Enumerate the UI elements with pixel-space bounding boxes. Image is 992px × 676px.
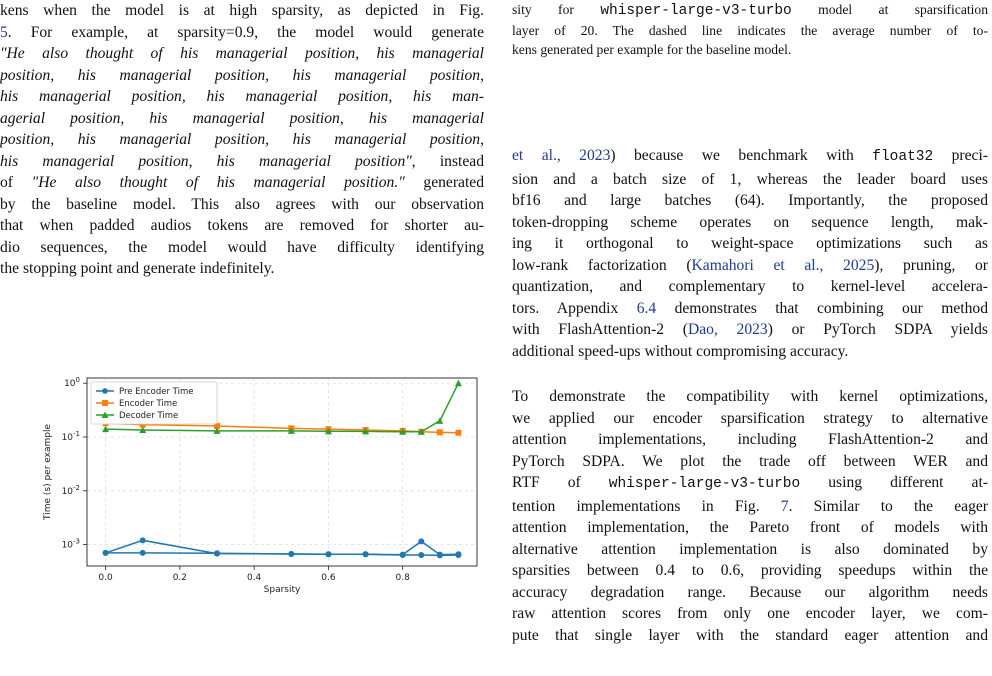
caption-line: sity for whisper-large-v3-turbo model at sparsification (512, 2, 988, 19)
data-point (455, 430, 461, 436)
legend-label: Pre Encoder Time (119, 387, 194, 397)
legend-label: Encoder Time (119, 399, 178, 409)
legend-marker (102, 400, 108, 406)
body-line: his managerial position, his managerial position", instead (0, 152, 484, 170)
y-tick-label: $10^{-3}$ (61, 537, 80, 551)
x-tick-label: 0.0 (98, 573, 113, 583)
data-point (455, 551, 461, 557)
data-point (437, 552, 443, 558)
body-line: 5. For example, at sparsity=0.9, the model would generate (0, 23, 484, 41)
right-paragraph-1 (512, 145, 988, 362)
body-line: of "He also thought of his managerial position." generated (0, 174, 484, 191)
data-point (214, 550, 220, 556)
y-tick-label: $10^{-2}$ (61, 483, 80, 497)
body-line: dio sequences, the model would have difficulty identifying (0, 238, 484, 256)
timing-figure (30, 368, 488, 598)
body-line: quantization, and complementary to kernel-level accelera- (512, 278, 988, 295)
body-line: pute that single layer with the standard eager attention and (512, 626, 988, 644)
data-point (140, 550, 146, 556)
citation-link[interactable]: et al., 2023 (512, 147, 611, 164)
y-tick-label: $10^0$ (64, 376, 80, 390)
x-tick-label: 0.4 (246, 573, 262, 583)
body-line: alternative attention implementation is also dominated by (512, 540, 988, 558)
timing-chart (30, 368, 488, 598)
body-line: accuracy degradation range. Because our algorithm needs (512, 583, 988, 601)
body-line: his managerial position, his managerial position, his man- (0, 88, 484, 105)
body-line: that when padded audios tokens are removed for shorter au- (0, 217, 484, 234)
body-line: "He also thought of his managerial position, his managerial (0, 45, 484, 62)
figure-caption (512, 0, 988, 59)
body-line: additional speed-ups without compromising accuracy. (512, 342, 849, 360)
citation-link[interactable]: Dao, 2023 (687, 321, 768, 338)
data-point (288, 551, 294, 557)
data-point (140, 537, 146, 543)
body-line: PyTorch SDPA. We plot the trade off between WER and (512, 452, 988, 470)
legend-marker (102, 388, 108, 394)
body-line: by the baseline model. This also agrees with our observation (0, 195, 484, 213)
body-line: sparsities between 0.4 to 0.6, providing speedups within the (512, 562, 988, 579)
y-axis-label: Time (s) per example (43, 423, 53, 521)
body-line: we applied our encoder sparsification strategy to alternative (512, 409, 988, 427)
data-point (418, 538, 424, 544)
x-axis-label: Sparsity (263, 585, 301, 595)
data-point (436, 417, 443, 424)
body-line: raw attention scores from only one encoder layer, we com- (512, 605, 988, 622)
appendix-link[interactable]: 6.4 (636, 299, 657, 317)
data-point (400, 552, 406, 558)
x-tick-label: 0.2 (172, 573, 188, 583)
figure-ref-link[interactable]: 7 (780, 497, 789, 515)
body-line: low-rank factorization (Kamahori et al., 2025), pruning, or (512, 256, 988, 274)
body-line: RTF of whisper-large-v3-turbo using different at- (512, 474, 988, 492)
body-line: et al., 2023) because we benchmark with float32 preci- (512, 147, 988, 165)
body-line: position, his managerial position, his managerial position, (0, 66, 484, 84)
left-column (0, 0, 484, 280)
body-line: attention implementations, including FlashAttention-2 and (512, 431, 988, 448)
body-line: tention implementations in Fig. 7. Similar to the eager (512, 497, 988, 515)
data-point (437, 429, 443, 435)
legend-label: Decoder Time (119, 411, 179, 421)
body-line: attention implementation, the Pareto front of models with (512, 519, 988, 536)
body-line: bf16 and large batches (64). Importantly, the proposed (512, 192, 988, 209)
body-line: position, his managerial position, his managerial position, (0, 131, 484, 148)
citation-link[interactable]: Kamahori et al., 2025 (691, 256, 875, 274)
x-tick-label: 0.6 (321, 573, 336, 583)
data-point (325, 551, 331, 557)
caption-line: kens generated per example for the baseline model. (512, 42, 792, 57)
figure-ref-link[interactable]: 5 (0, 23, 8, 41)
body-line: tors. Appendix 6.4 demonstrates that combining our method (512, 299, 988, 317)
data-point (103, 550, 109, 556)
body-line: agerial position, his managerial position, his managerial (0, 109, 484, 127)
data-point (418, 552, 424, 558)
body-line: sion and a batch size of 1, whereas the leader board uses (512, 170, 988, 188)
body-line: with FlashAttention-2 (Dao, 2023) or PyTorch SDPA yields (512, 321, 988, 338)
body-line: the stopping point and generate indefinitely. (0, 260, 275, 277)
body-line: token-dropping scheme operates on sequence length, mak- (512, 213, 988, 231)
y-tick-label: $10^{-1}$ (61, 430, 80, 444)
right-paragraph-2 (512, 386, 988, 646)
body-line: kens when the model is at high sparsity, as depicted in Fig. (0, 2, 484, 19)
body-line: To demonstrate the compatibility with kernel optimizations, (512, 388, 988, 405)
body-line: ing it orthogonal to weight-space optimizations such as (512, 235, 988, 252)
x-tick-label: 0.8 (395, 573, 410, 583)
caption-line: layer of 20. The dashed line indicates the average number of to- (512, 23, 988, 38)
data-point (363, 551, 369, 557)
